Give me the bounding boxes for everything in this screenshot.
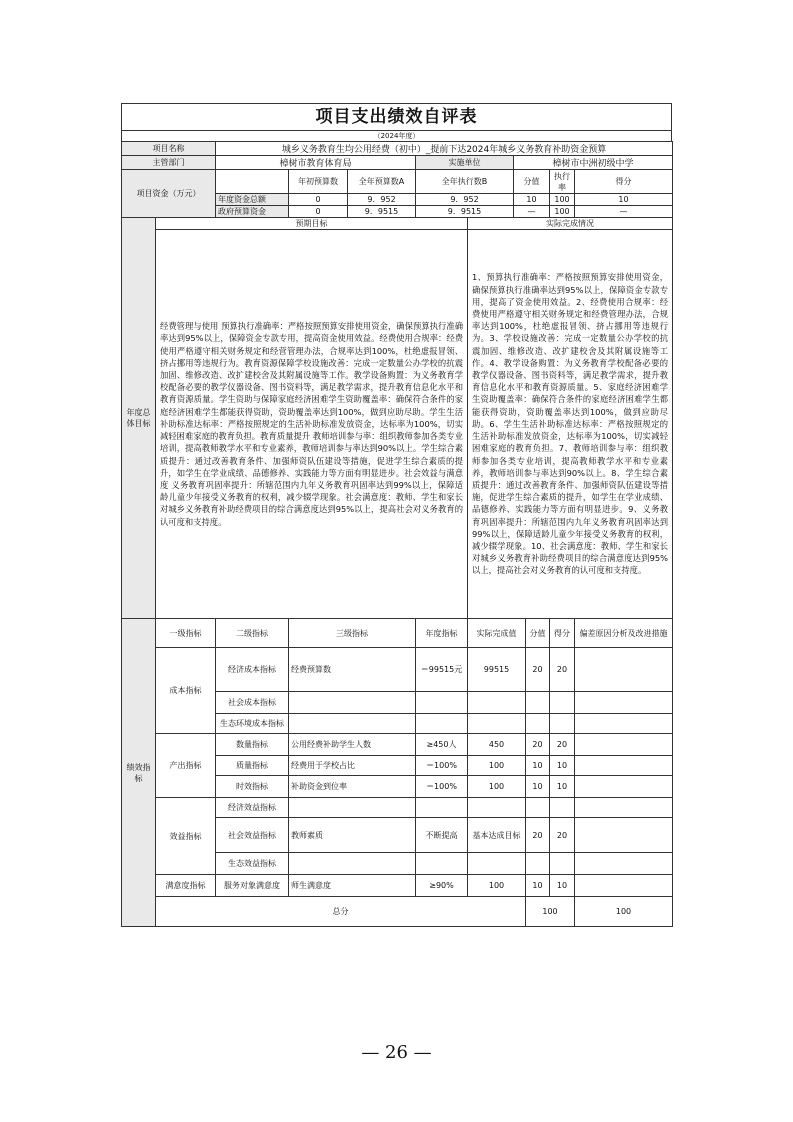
perf-reason-cell: [575, 875, 673, 897]
perf-col-l1: 一级指标: [156, 619, 216, 648]
perf-target-cell: 不断提高: [416, 818, 468, 853]
perf-get-cell: 10: [550, 756, 575, 776]
perf-target-cell: ＝100%: [416, 756, 468, 776]
project-name-label: 项目名称: [122, 142, 216, 156]
total-get: 100: [575, 897, 673, 927]
perf-score-cell: 20: [526, 648, 550, 692]
perf-l3-cell: [289, 853, 416, 875]
perf-target-cell: ＝99515元: [416, 648, 468, 692]
funds-col-score: 分值: [514, 170, 550, 194]
perf-reason-cell: [575, 648, 673, 692]
funds-row-budget: 0: [289, 206, 348, 218]
funds-label: 项目资金（万元）: [122, 170, 216, 218]
goal-actual-text: 1、预算执行准确率：严格按照预算安排使用资金，确保预算执行准确率达到95%以上，保障资金专款专用，提高了资金使用效益。2、经费使用合规率：经费使用严格遵守相关财务规定和经费管理办法，合规率达到100%，杜绝虚报冒领、挤占挪用等违规行为。3、学校设施改善：完成一定数量公办学校的抗震加固、维修改造、改扩建校舍及其附属设施等工作。4、教学设备购置：为义务教育学校配备必要的教学仪器设备、图书资料等，满足教学需求，提升教育信息化水平和教育资源质量。5、家庭经济困难学生资助覆盖率：确保符合条件的家庭经济困难学生都能获得资助，资助覆盖率达到100%，做到应助尽助。6、学生生活补助标准达标率：严格按照规定的生活补助标准发放资金，达标率为100%，切实减轻困难家庭的教育负担。7、教师培训参与率：组织教师参加各类专业培训，提高教师教学水平和专业素养，教师培训参与率达到90%以上。8、学生综合素质提升：通过改善教育条件、加强师资队伍建设等措施，促进学生综合素质的提升，如学生在学业成绩、品德修养、实践能力等方面有明显进步。9、义务教育巩固率提升：所辖范围内九年义务教育巩固率达到99%以上，保障适龄儿童少年接受义务教育的权利，减少辍学现象。10、社会满意度：教师、学生和家长对城乡义务教育补助经费项目的综合满意度达到95%以上，提高社会对义务教育的认可度和支持度。: [468, 230, 673, 619]
perf-l3-cell: [289, 692, 416, 714]
perf-l3-cell: [289, 798, 416, 818]
perf-reason-cell: [575, 776, 673, 798]
total-label: 总分: [156, 897, 526, 927]
perf-score-cell: [526, 692, 550, 714]
sheet-title: 项目支出绩效自评表: [121, 103, 672, 130]
funds-blank: [216, 170, 289, 194]
perf-col-reason: 偏差原因分析及改进措施: [575, 619, 673, 648]
perf-reason-cell: [575, 692, 673, 714]
perf-col-l2: 二级指标: [216, 619, 289, 648]
perf-l1-cell: 成本指标: [156, 648, 216, 734]
impl-label: 实施单位: [416, 156, 514, 170]
perf-get-cell: 20: [550, 818, 575, 853]
funds-row-exec: 9．9515: [416, 206, 514, 218]
perf-score-cell: 20: [526, 734, 550, 756]
perf-score-cell: 10: [526, 776, 550, 798]
perf-target-cell: [416, 692, 468, 714]
perf-actual-cell: 基本达成目标: [468, 818, 526, 853]
perf-l1-cell: 产出指标: [156, 734, 216, 798]
perf-col-score: 分值: [526, 619, 550, 648]
funds-row-score: 10: [514, 194, 550, 206]
funds-col-rate: 执行率: [550, 170, 575, 194]
goal-col-actual: 实际完成情况: [468, 218, 673, 230]
perf-target-cell: ＝100%: [416, 776, 468, 798]
perf-l3-cell: 补助资金到位率: [289, 776, 416, 798]
funds-col-total: 全年预算数A: [348, 170, 416, 194]
perf-col-get: 得分: [550, 619, 575, 648]
perf-l3-cell: [289, 714, 416, 734]
perf-col-target: 年度指标: [416, 619, 468, 648]
page-number: — 26 —: [361, 1042, 432, 1063]
dept-value: 樟树市教育体育局: [216, 156, 416, 170]
perf-reason-cell: [575, 853, 673, 875]
perf-l2-cell: 质量指标: [216, 756, 289, 776]
perf-target-cell: ≥90%: [416, 875, 468, 897]
perf-target-cell: ≥450人: [416, 734, 468, 756]
perf-score-cell: 10: [526, 875, 550, 897]
evaluation-sheet: [121, 103, 672, 927]
project-name: 城乡义务教育生均公用经费（初中）_提前下达2024年城乡义务教育补助资金预算: [216, 142, 673, 156]
goal-target-text: 经费管理与使用 预算执行准确率：严格按照预算安排使用资金，确保预算执行准确率达到95%以上，保障资金专款专用，提高资金使用效益。经费使用合规率：经费使用严格遵守相关财务规定和经营管理办法，合规率达到100%，杜绝虚报冒领、挤占挪用等违规行为。教育资源保障学校设施改善：完成一定数量公办学校的抗震加固、维修改造、改扩建校舍及其附属设施等工作。教学设备购置：为义务教育学校配备必要的教学仪器设备、图书资料等，满足教学需求，提升教育信息化水平和教育资源质量。学生资助与保障家庭经济困难学生资助覆盖率：确保符合条件的家庭经济困难学生都能获得资助，资助覆盖率达到100%，做到应助尽助。学生生活补助标准达标率：严格按照规定的生活补助标准发放资金，达标率为100%，切实减轻困难家庭的教育负担。教育质量提升 教师培训参与率：组织教师参加各类专业培训，提高教师教学水平和专业素养，教师培训参与率达到90%以上。学生综合素质提升：通过改善教育条件、加强师资队伍建设等措施，促进学生综合素质的提升，如学生在学业成绩、品德修养、实践能力等方面有明显进步。社会效益与满意度 义务教育巩固率提升：所辖范围内九年义务教育巩固率达到99%以上，保障适龄儿童少年接受义务教育的权利，减少辍学现象。社会满意度：教师、学生和家长对城乡义务教育补助经费项目的综合满意度达到95%以上，提高社会对义务教育的认可度和支持度。: [156, 230, 468, 619]
perf-l2-cell: 社会效益指标: [216, 818, 289, 853]
perf-l2-cell: 生态环境成本指标: [216, 714, 289, 734]
perf-actual-cell: 450: [468, 734, 526, 756]
perf-l3-cell: 师生满意度: [289, 875, 416, 897]
main-table: [121, 141, 673, 927]
perf-score-cell: 10: [526, 756, 550, 776]
goal-label: 年度总体目标: [122, 218, 156, 619]
funds-row-name: 年度资金总额: [216, 194, 289, 206]
funds-col-exec: 全年执行数B: [416, 170, 514, 194]
impl-value: 樟树市中洲初级中学: [514, 156, 673, 170]
perf-actual-cell: [468, 853, 526, 875]
perf-get-cell: [550, 853, 575, 875]
perf-col-actual: 实际完成值: [468, 619, 526, 648]
perf-get-cell: [550, 714, 575, 734]
perf-l3-cell: 经费用于学校占比: [289, 756, 416, 776]
perf-actual-cell: 100: [468, 776, 526, 798]
funds-row-total: 9．952: [348, 194, 416, 206]
perf-score-cell: [526, 798, 550, 818]
dept-label: 主管部门: [122, 156, 216, 170]
perf-label: 绩效指标: [122, 619, 156, 927]
perf-l3-cell: 教师素质: [289, 818, 416, 853]
perf-l2-cell: 数量指标: [216, 734, 289, 756]
perf-l2-cell: 经济效益指标: [216, 798, 289, 818]
sheet-year: （2024年度）: [121, 130, 672, 141]
perf-l2-cell: 服务对象满意度: [216, 875, 289, 897]
perf-l1-cell: 效益指标: [156, 798, 216, 875]
funds-row-rate: 100: [550, 194, 575, 206]
perf-score-cell: 20: [526, 818, 550, 853]
perf-l1-cell: 满意度指标: [156, 875, 216, 897]
perf-reason-cell: [575, 756, 673, 776]
perf-get-cell: 20: [550, 648, 575, 692]
funds-row-exec: 9．952: [416, 194, 514, 206]
perf-reason-cell: [575, 734, 673, 756]
perf-actual-cell: [468, 714, 526, 734]
perf-target-cell: [416, 798, 468, 818]
total-score: 100: [526, 897, 575, 927]
perf-l2-cell: 生态效益指标: [216, 853, 289, 875]
funds-col-get: 得分: [575, 170, 673, 194]
funds-row-get: —: [575, 206, 673, 218]
perf-col-l3: 三级指标: [289, 619, 416, 648]
perf-l2-cell: 经济成本指标: [216, 648, 289, 692]
perf-get-cell: 10: [550, 776, 575, 798]
perf-reason-cell: [575, 798, 673, 818]
perf-actual-cell: 99515: [468, 648, 526, 692]
perf-reason-cell: [575, 818, 673, 853]
perf-actual-cell: 100: [468, 875, 526, 897]
perf-actual-cell: [468, 692, 526, 714]
funds-row-get: 10: [575, 194, 673, 206]
perf-l2-cell: 社会成本指标: [216, 692, 289, 714]
perf-target-cell: [416, 853, 468, 875]
perf-get-cell: 10: [550, 875, 575, 897]
goal-col-target: 预期目标: [156, 218, 468, 230]
perf-get-cell: 20: [550, 734, 575, 756]
perf-l3-cell: 公用经费补助学生人数: [289, 734, 416, 756]
perf-actual-cell: [468, 798, 526, 818]
funds-row-total: 9．9515: [348, 206, 416, 218]
perf-l2-cell: 时效指标: [216, 776, 289, 798]
perf-get-cell: [550, 692, 575, 714]
funds-col-budget: 年初预算数: [289, 170, 348, 194]
perf-target-cell: [416, 714, 468, 734]
perf-score-cell: [526, 853, 550, 875]
funds-row-rate: 100: [550, 206, 575, 218]
funds-row-name: 政府预算资金: [216, 206, 289, 218]
funds-row-score: —: [514, 206, 550, 218]
perf-score-cell: [526, 714, 550, 734]
perf-reason-cell: [575, 714, 673, 734]
funds-row-budget: 0: [289, 194, 348, 206]
perf-get-cell: [550, 798, 575, 818]
perf-l3-cell: 经费预算数: [289, 648, 416, 692]
perf-actual-cell: 100: [468, 756, 526, 776]
